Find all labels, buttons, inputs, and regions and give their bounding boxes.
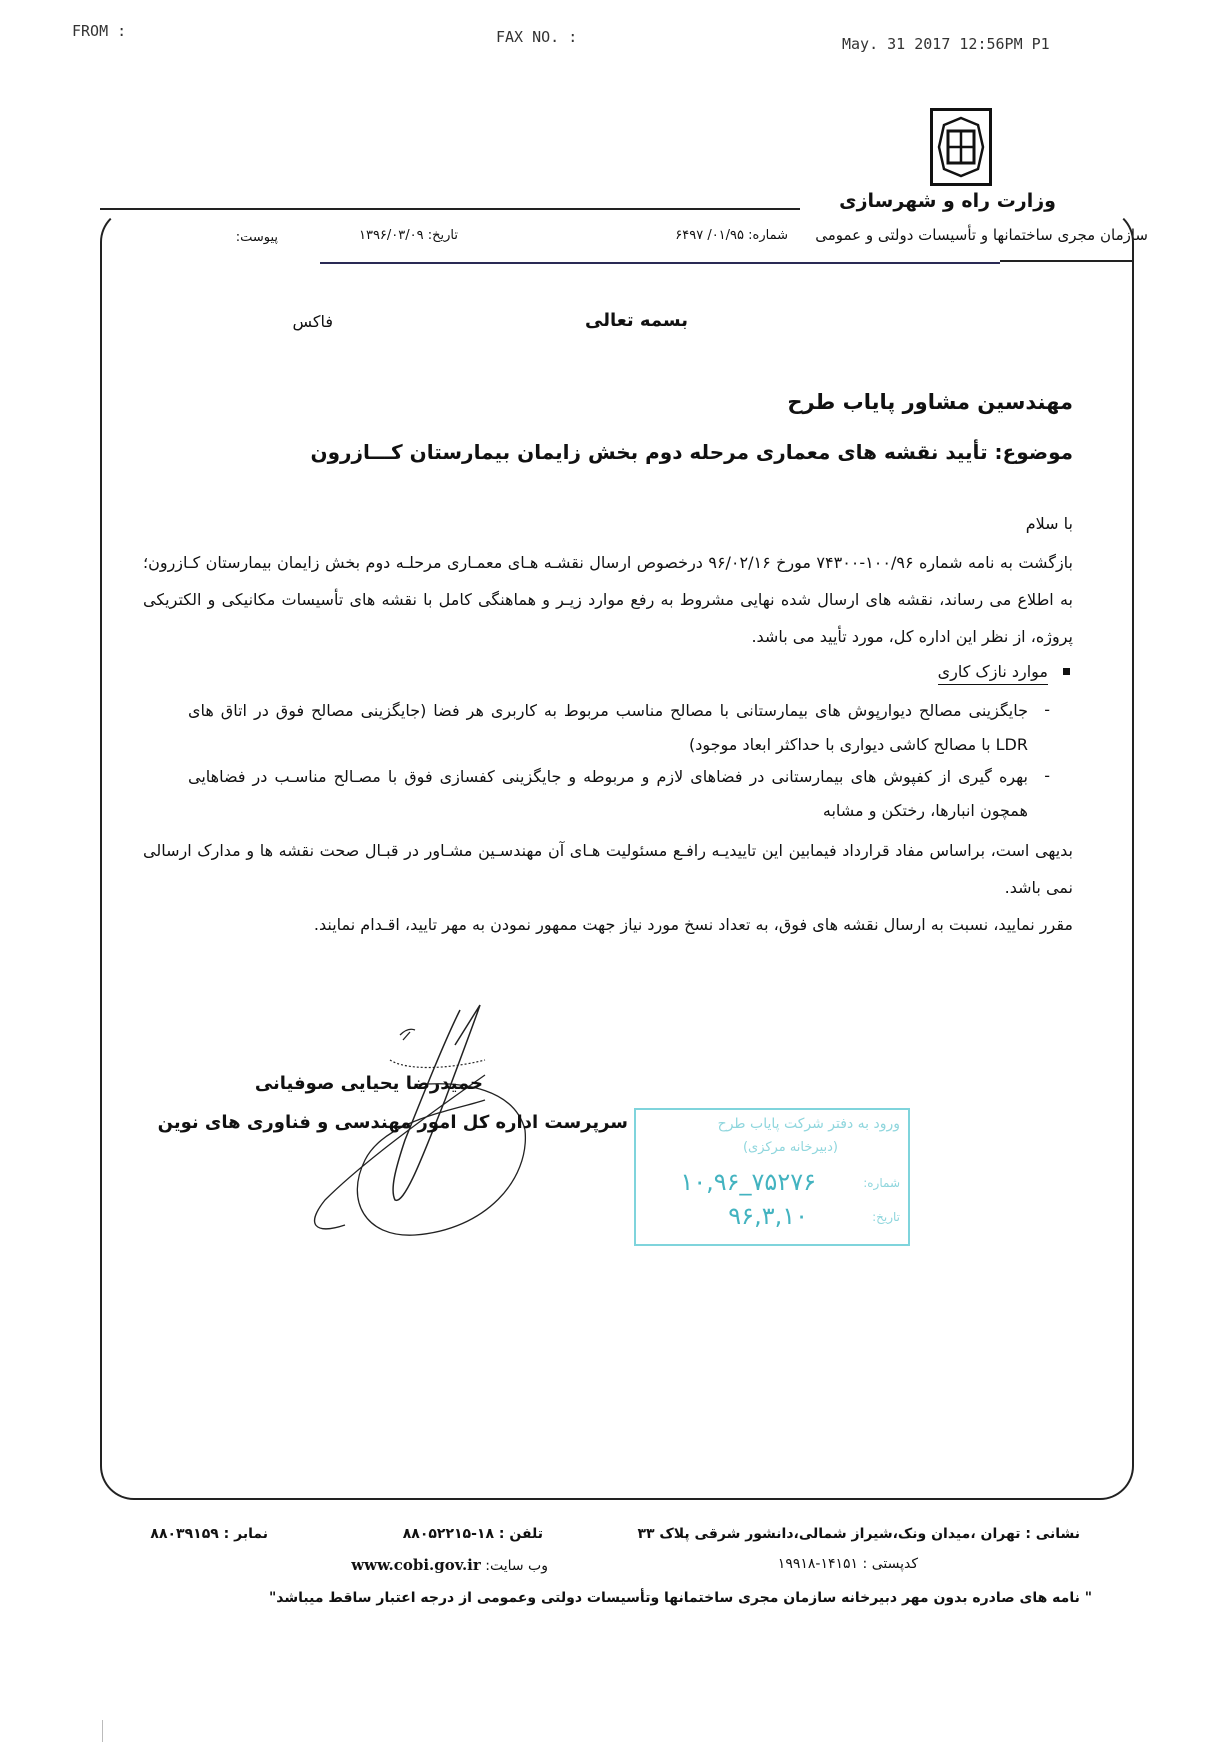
responsibility-paragraph: بدیهی است، براساس مفاد قرارداد فیمابین این تاییدیـه رافـع مسئولیت هـای آن مهندسـین مشـاور در قبـال صحت نقشه ها و مدارک ارسالی نمی باشد. [143, 841, 1073, 897]
letter-number-label: شماره: [748, 228, 788, 243]
letter-date-label: تاریخ: [427, 228, 458, 243]
request-paragraph: مقرر نمایید، نسبت به ارسال نقشه های فوق، به تعداد نسخ مورد نیاز جهت ممهور نمودن به مهر تایید، اقـدام نمایند. [313, 915, 1073, 934]
fax-timestamp: May. 31 2017 12:56PM P1 [842, 35, 1050, 53]
signer-name: حمیدرضا یحیایی صوفیانی [254, 1073, 483, 1094]
list-item: جایگزینی مصالح دیوارپوش های بیمارستانی با مصالح مناسب مربوط به کاربری هر فضا (جایگزینی مصالح فوق در اتاق های LDR با مصالح کاشی دیواری با حداکثر ابعاد موجود) [188, 701, 1028, 754]
bullet-icon [1063, 668, 1070, 675]
letter-number-value: ۰۱/۹۵/ ۶۴۹۷ [675, 228, 745, 243]
footer-website [351, 1556, 548, 1574]
fax-label: فاکس [292, 312, 333, 331]
footer-address: نشانی : تهران ،میدان ونک،شیراز شمالی،دانشور شرقی پلاک ۳۳ [637, 1526, 1080, 1542]
bullet-heading [938, 662, 1048, 681]
subject: موضوع: تأیید نقشه های معماری مرحله دوم بخش زایمان بیمارستان کـــازرون [310, 440, 1073, 464]
invocation: بسمه تعالی [585, 310, 688, 331]
list-item: بهره گیری از کفپوش های بیمارستانی در فضاهای لازم و مربوطه و جایگزینی کفسازی فوق با مصـالح مناسـب در فضاهایی همچون انبارها، رختکن و مشابه [188, 767, 1028, 820]
footer-phone: تلفن : ۱۸-۸۸۰۵۲۲۱۵ [402, 1526, 543, 1542]
fax-from-label: FROM : [72, 22, 127, 40]
stamp-number-value: ۱۰,۹۶_۷۵۲۷۶ [680, 1168, 816, 1196]
letter-date [359, 228, 458, 243]
ministry-emblem-icon [930, 108, 992, 186]
frame-top-line [100, 208, 800, 210]
stamp-title: ورود به دفتر شرکت پایاب طرح [717, 1116, 900, 1132]
ministry-name: وزارت راه و شهرسازی [839, 190, 1056, 212]
fax-number-label: FAX NO. : [496, 28, 578, 46]
letter-date-value: ۱۳۹۶/۰۳/۰۹ [358, 228, 424, 243]
attachment-label: پیوست: [235, 230, 278, 245]
dash-icon: - [1044, 766, 1050, 785]
scan-artifact [102, 1720, 103, 1742]
stamp-number-label: شماره: [863, 1176, 900, 1190]
dash-icon: - [1044, 700, 1050, 719]
website-label: وب سایت: [485, 1558, 548, 1574]
receipt-stamp [634, 1108, 910, 1246]
frame-top-line-right [1000, 260, 1134, 262]
website-link[interactable]: www.cobi.gov.ir [351, 1556, 481, 1574]
footer-notice: " نامه های صادره بدون مهر دبیرخانه سازمان مجری ساختمانها وتأسیسات دولتی وعمومی از درجه اعتبار ساقط میباشد" [269, 1590, 1092, 1606]
stamp-date-label: تاریخ: [872, 1210, 900, 1224]
bullet-heading-label: موارد نازک کاری [938, 662, 1048, 685]
recipient: مهندسین مشاور پایاب طرح [787, 390, 1073, 414]
stamp-date-value: ۹۶,۳,۱۰ [728, 1202, 808, 1230]
signer-title: سرپرست اداره کل امور مهندسی و فناوری های نوین [157, 1112, 628, 1133]
intro-paragraph: بازگشت به نامه شماره ۱۰۰/۹۶-۷۴۳۰۰ مورخ ۹۶/۰۲/۱۶ درخصوص ارسال نقشـه هـای معمـاری مرحلـه دوم بخش زایمان بیمارستان کـازرون؛ به اطلاع می رساند، نقشه های ارسال شده نهایی مشروط به رفع موارد زیـر و هماهنگی کامل با نقشه های تأسیسات مکانیکی و الکتریکی پروژه، از نظر این اداره کل، مورد تأیید می باشد. [143, 553, 1074, 646]
organization-name: سازمان مجری ساختمانها و تأسیسات دولتی و عمومی [815, 226, 1148, 244]
stamp-subtitle: (دبیرخانه مرکزی) [742, 1140, 838, 1155]
footer-postal-code: کدپستی : ۱۴۱۵۱-۱۹۹۱۸ [777, 1556, 918, 1572]
greeting: با سلام [1025, 514, 1073, 533]
footer-fax: نمابر : ۸۸۰۳۹۱۵۹ [150, 1526, 268, 1542]
letter-number [675, 228, 788, 243]
header-divider [320, 262, 1000, 264]
